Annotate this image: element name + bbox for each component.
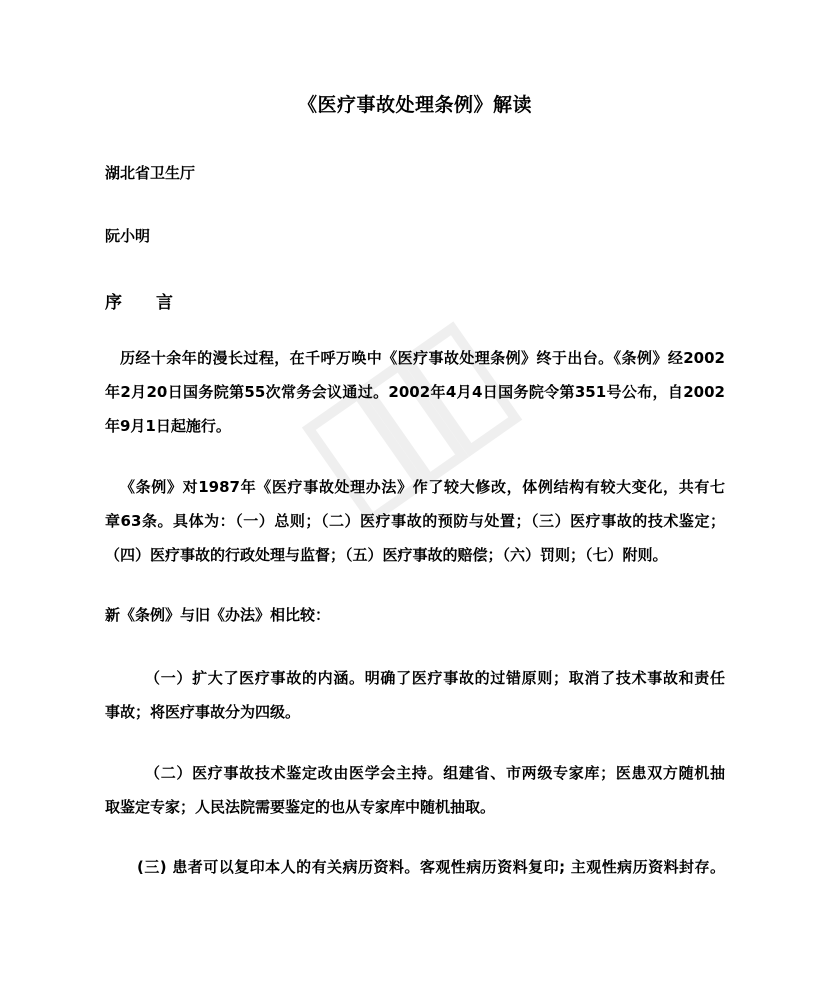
paragraph-point-2	[105, 756, 725, 824]
paragraph-line: 《条例》对1987年《医疗事故处理办法》作了较大修改，体例结构有较大变化，共有七	[120, 478, 725, 496]
paragraph-history	[105, 341, 725, 443]
paragraph-point-3	[105, 850, 725, 884]
paragraph-line: 事故；将医疗事故分为四级。	[105, 703, 301, 721]
paragraph-line: 年2月20日国务院第55次常务会议通过。2002年4月4日国务院令第351号公布，自2002	[105, 383, 725, 401]
preface-heading	[105, 288, 173, 313]
document-title: 《医疗事故处理条例》解读	[297, 94, 532, 116]
paragraph-structure	[105, 470, 725, 572]
paragraph-line: 历经十余年的漫长过程，在千呼万唤中《医疗事故处理条例》终于出台。《条例》经2002	[120, 349, 725, 367]
organization-line: 湖北省卫生厅	[105, 164, 196, 182]
paragraph-line: 取鉴定专家；人民法院需要鉴定的也从专家库中随机抽取。	[105, 798, 496, 816]
author-line: 阮小明	[105, 227, 151, 245]
paragraph-line: 年9月1日起施行。	[105, 417, 231, 435]
paragraph-line: （一）扩大了医疗事故的内涵。明确了医疗事故的过错原则；取消了技术事故和责任	[145, 669, 725, 687]
preface-heading-char-1: 序	[105, 293, 122, 313]
paragraph-line: （二）医疗事故技术鉴定改由医学会主持。组建省、市两级专家库；医患双方随机抽	[145, 764, 725, 782]
paragraph-point-1	[105, 661, 725, 729]
paragraph-comparison-intro	[105, 598, 725, 632]
preface-heading-char-2: 言	[156, 293, 173, 313]
paragraph-line: (三) 患者可以复印本人的有关病历资料。客观性病历资料复印; 主观性病历资料封存。	[137, 858, 725, 876]
paragraph-line: 新《条例》与旧《办法》相比较：	[105, 606, 331, 624]
paragraph-line: 章63条。具体为：（一）总则；（二）医疗事故的预防与处置；（三）医疗事故的技术鉴定；	[105, 512, 725, 530]
paragraph-line: （四）医疗事故的行政处理与监督；（五）医疗事故的赔偿；（六）罚则；（七）附则。	[105, 546, 668, 564]
